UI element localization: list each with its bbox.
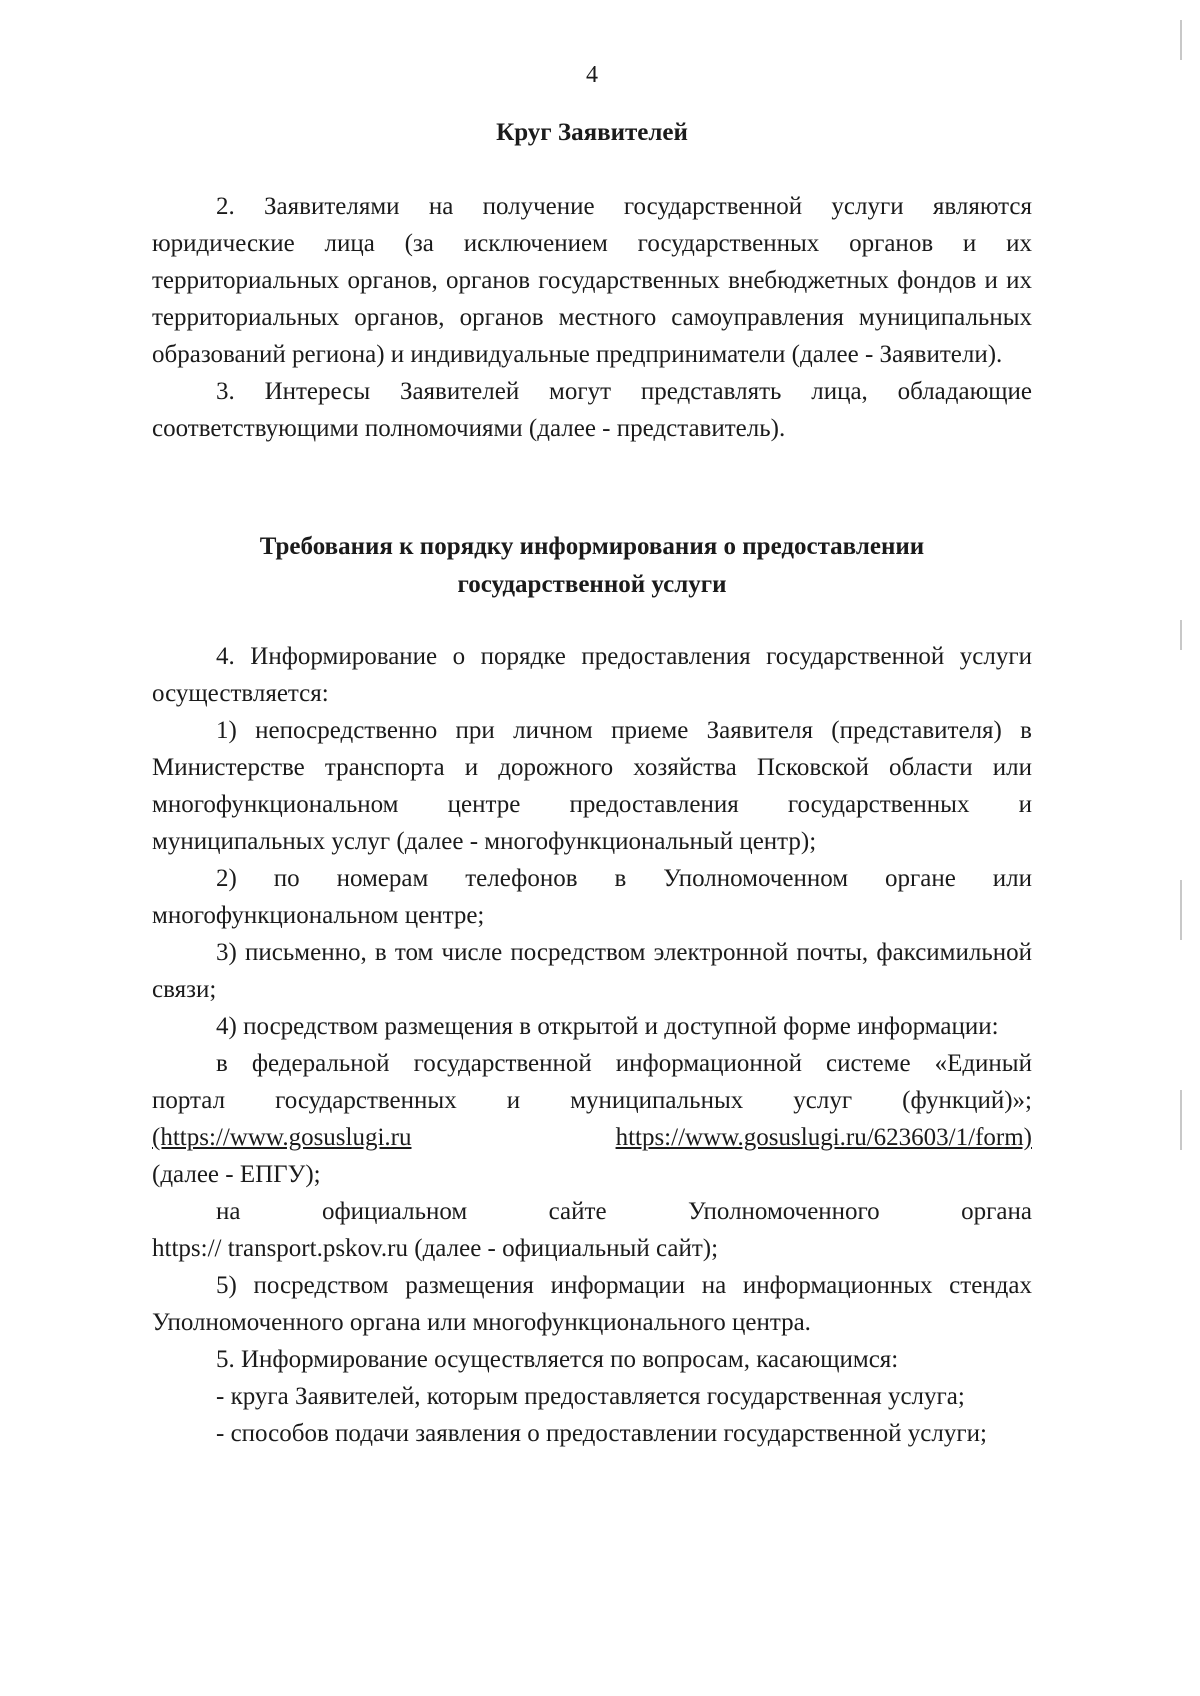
gosuslugi-form-link[interactable]: https://www.gosuslugi.ru/623603/1/form)	[615, 1124, 1032, 1151]
list-item-1: 1) непосредственно при личном приеме Заявителя (представителя) в Министерстве транспорта и дорожного хозяйства Псковской области или многофункциональном центре предоставления государственных и муниципальных услуг (далее - многофункциональный центр);	[152, 717, 1032, 855]
section-heading-applicants: Круг Заявителей	[496, 119, 688, 146]
paragraph-3: 3. Интересы Заявителей могут представлять лица, обладающие соответствующими полномочиями (далее - представитель).	[152, 378, 1032, 442]
site-word: Уполномоченного	[688, 1198, 880, 1225]
paragraph-4: 4. Информирование о порядке предоставления государственной услуги осуществляется:	[152, 643, 1032, 707]
section-heading-line-1: Требования к порядку информирования о предоставлении	[259, 533, 925, 560]
section-heading-informing	[152, 528, 1032, 604]
epgu-intro: в федеральной государственной информационной системе «Единый	[216, 1050, 1032, 1077]
site-word: на	[216, 1198, 241, 1225]
scan-artifact	[1180, 1090, 1182, 1150]
site-word: органа	[961, 1198, 1032, 1225]
list-item-2: 2) по номерам телефонов в Уполномоченном органе или многофункциональном центре;	[152, 865, 1032, 929]
official-site-line: https:// transport.pskov.ru (далее - официальный сайт);	[152, 1235, 719, 1262]
list-item-3: 3) письменно, в том числе посредством электронной почты, факсимильной связи;	[152, 939, 1032, 1003]
page-number: 4	[586, 62, 598, 88]
epgu-words-line	[152, 1082, 1032, 1119]
scan-artifact	[1180, 620, 1182, 650]
epgu-word: муниципальных	[570, 1087, 744, 1114]
site-word: сайте	[548, 1198, 607, 1225]
section-heading-line-2: государственной услуги	[457, 571, 727, 598]
bullet-item-1: - круга Заявителей, которым предоставляется государственная услуга;	[216, 1383, 965, 1410]
section-applicants-body	[152, 188, 1032, 447]
list-item-4: 4) посредством размещения в открытой и доступной форме информации:	[216, 1013, 999, 1040]
bullet-item-2: - способов подачи заявления о предоставлении государственной услуги;	[216, 1420, 987, 1447]
epgu-word: (функций)»;	[902, 1087, 1032, 1114]
epgu-links-line	[152, 1119, 1032, 1156]
paragraph-5: 5. Информирование осуществляется по вопросам, касающимся:	[216, 1346, 899, 1373]
site-word: официальном	[321, 1198, 468, 1225]
section-informing-body	[152, 638, 1032, 1452]
epgu-word: государственных	[275, 1087, 457, 1114]
epgu-word: услуг	[793, 1087, 853, 1114]
document-page	[152, 0, 1032, 1696]
epgu-word: и	[506, 1087, 521, 1114]
epgu-word: портал	[152, 1087, 226, 1114]
site-words-line	[152, 1193, 1032, 1230]
scan-artifact	[1180, 880, 1182, 940]
epgu-tail: (далее - ЕПГУ);	[152, 1161, 321, 1188]
gosuslugi-link[interactable]: (https://www.gosuslugi.ru	[152, 1124, 412, 1151]
list-item-5: 5) посредством размещения информации на информационных стендах Уполномоченного органа или многофункционального центра.	[152, 1272, 1032, 1336]
paragraph-2: 2. Заявителями на получение государственной услуги являются юридические лица (за исключением государственных органов и их территориальных органов, органов государственных внебюджетных фондов и их территориальных органов, органов местного самоуправления муниципальных образований региона) и индивидуальные предприниматели (далее - Заявители).	[152, 193, 1032, 368]
scan-artifact	[1180, 20, 1182, 60]
